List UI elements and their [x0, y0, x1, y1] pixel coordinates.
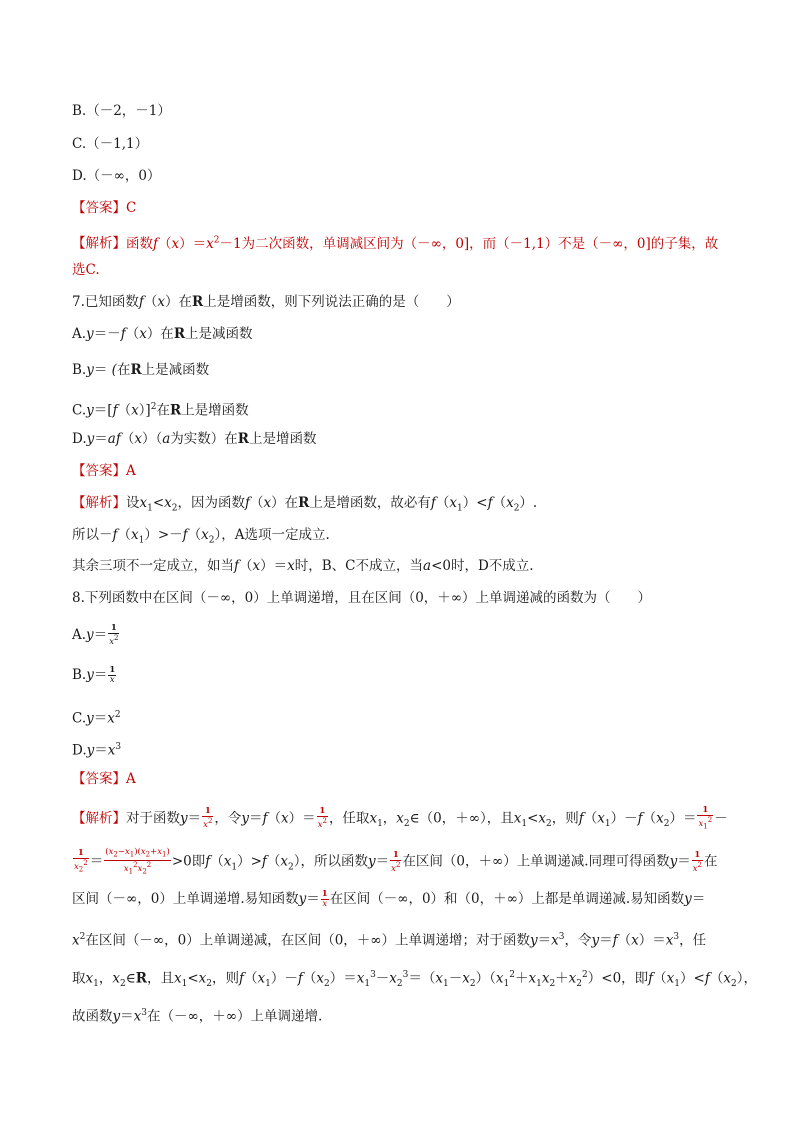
answer-value: A — [126, 463, 136, 479]
option-c-q8: $C.y=x^2$ — [72, 710, 121, 727]
option-c-q7: $C.y=[f(x)]^2$在R上是增函数 — [72, 402, 249, 419]
option-d-q8: $D.y=x^3$ — [72, 742, 122, 759]
analysis-text: 函数$f(x)=x^2-1$为二次函数，单调减区间为（－∞，0]，而（－1,1）不是（－∞，0]的子集，故 — [126, 235, 719, 252]
answer-label: 【答案】 — [72, 771, 126, 787]
analysis-label: 【解析】 — [72, 235, 126, 252]
analysis-q8-line4: $x^2$在区间（－∞，0）上单调递减，在区间（0，＋∞）上单调递增；对于函数$y=x^3$，令$y=f(x)=x^3$，任 — [72, 932, 707, 949]
analysis-label: 【解析】 — [72, 810, 126, 827]
option-b-q7: B.y＝ (在R上是减函数 — [72, 362, 210, 378]
analysis-q7-line2: 所以$-f(x_1)>-f(x_2)$，A选项一定成立. — [72, 527, 330, 546]
analysis-q7-line3: 其余三项不一定成立，如当f（x）＝x时，B、C不成立，当a<0时，D不成立. — [72, 558, 534, 574]
option-a-q8: A.y＝ $\frac{1}{x^2}$ — [72, 623, 119, 647]
answer-value: C — [126, 200, 137, 216]
option-d-q7: D.y＝af（x）（a为实数）在R上是增函数 — [72, 431, 317, 447]
analysis-q8-line6: 故函数$y=x^3$在（－∞，＋∞）上单调递增. — [72, 1008, 323, 1025]
answer-value: A — [126, 771, 136, 787]
analysis-q8-line3: 区间（－∞，0）上单调递增.易知函数y＝ $\frac{1}{x}$ 在区间（－∞，0）和（0，＋∞）上都是单调递减.易知函数y＝ — [72, 889, 706, 909]
answer-q6 — [72, 199, 136, 217]
answer-label: 【答案】 — [72, 463, 126, 479]
analysis-q8-line2: $\frac{1}{x_2^2}$ ＝ $\frac{(x_2-x_1)(x_2+x_1)}{x_1^2x_2^2}$ >0即$f(x_1)>f(x_2)$，所以函数y＝ $\frac{1}{x^2}$ 在区间（0，＋∞）上单调递减.同理可得函数y＝ $\frac{1}{x^2}$ 在 — [74, 847, 718, 876]
answer-label: 【答案】 — [72, 200, 126, 216]
analysis-label: 【解析】 — [72, 495, 126, 511]
analysis-q6-line2: 选C. — [72, 262, 100, 278]
answer-q7 — [72, 462, 136, 480]
analysis-q8-line1: 【解析】对于函数y＝ $\frac{1}{x^2}$ ，令y＝f（x）＝ $\frac{1}{x^2}$ ，任取$x_1$，$x_2\in(0$，＋∞），且$x_1<x_2$，则$f(x_1)-f(x_2)=$ $\frac{1}{x_1^2}$ － — [72, 805, 728, 831]
question-8: 8.下列函数中在区间（－∞，0）上单调递增，且在区间（0，＋∞）上单调递减的函数为（ ） — [72, 590, 652, 606]
analysis-q8-line5: 取$x_1$，$x_2\in R$，且$x_1<x_2$，则$f(x_1)-f(x_2)=x_1^3-x_2^3=(x_1-x_2)(x_1^2+x_1x_2+x_2^2)<0$，即$f(x_1)<f(x_2)$， — [72, 970, 757, 990]
analysis-q6-line1 — [72, 231, 718, 253]
option-b-q6: B.（－2，－1） — [72, 103, 171, 119]
option-a-q7: A.y＝－f（x）在R上是减函数 — [72, 326, 253, 342]
analysis-q7-line1: 【解析】设$x_1<x_2$，因为函数f（x）在R上是增函数，故必有$f(x_1)<f(x_2)$. — [72, 495, 538, 514]
question-7: 7.已知函数f（x）在R上是增函数，则下列说法正确的是（ ） — [72, 294, 460, 310]
option-d-q6: D.（－∞，0） — [72, 168, 161, 184]
option-c-q6: C.（－1,1） — [72, 136, 149, 152]
answer-q8 — [72, 770, 136, 788]
option-b-q8: B.y＝ $\frac{1}{x}$ — [72, 665, 116, 685]
